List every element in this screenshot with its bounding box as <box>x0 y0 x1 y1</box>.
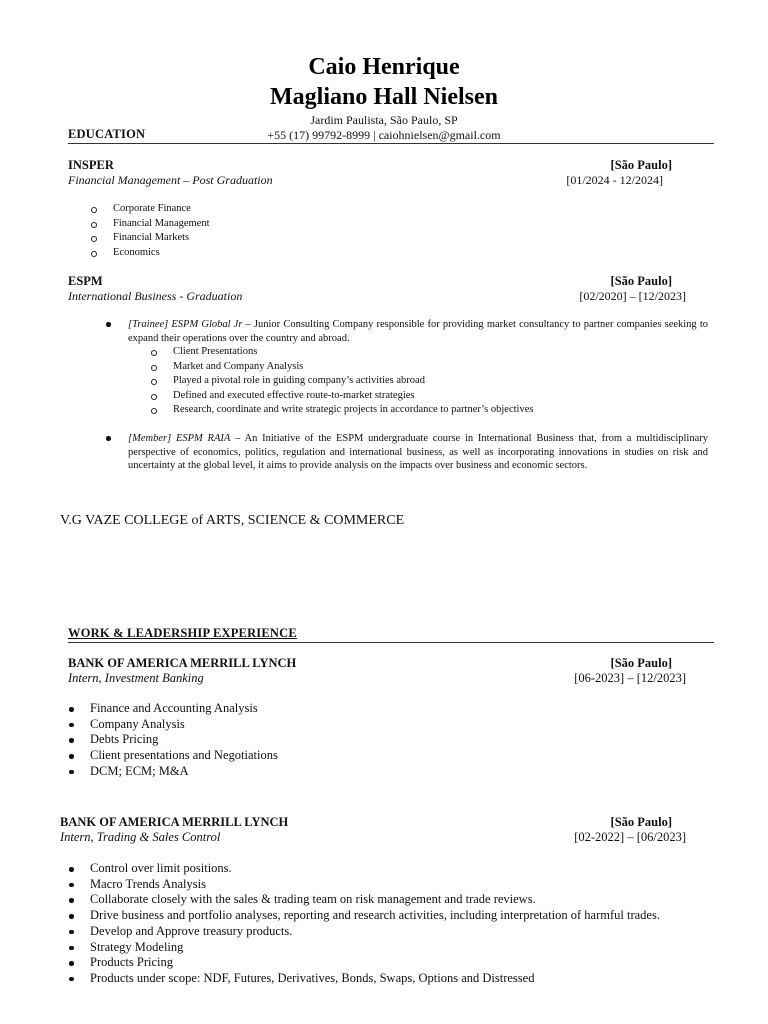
list-item: Develop and Approve treasury products. <box>68 924 660 940</box>
job-1-company: BANK OF AMERICA MERRILL LYNCH <box>68 656 297 670</box>
raia-paragraph <box>128 432 708 473</box>
global-jr-tag: [Trainee] ESPM Global Jr <box>128 319 243 330</box>
list-item: Company Analysis <box>68 717 278 733</box>
list-item: Strategy Modeling <box>68 940 660 956</box>
list-item: Collaborate closely with the sales & trading team on risk management and trade reviews. <box>68 892 660 908</box>
list-item: Products Pricing <box>68 955 660 971</box>
list-item: Drive business and portfolio analyses, reporting and research activities, including interpretation of harmful trades. <box>68 908 660 924</box>
name-line-2: Magliano Hall Nielsen <box>270 84 498 110</box>
raia-text: – An Initiative of the ESPM undergraduate course in International Business that, from a multidisciplinary perspective of economics, politics, regulation and international business, as well as incorporating innovations in studies on risk and uncertainty at the global level, it aims to provide analysis on the impacts over business and economic sectors. <box>128 433 708 472</box>
job-1-list <box>68 701 278 780</box>
espm-dates: [02/2020] – [12/2023] <box>579 289 686 303</box>
list-item: Research, coordinate and write strategic projects in accordance to partner’s objectives <box>151 403 533 418</box>
list-item: DCM; ECM; M&A <box>68 764 278 780</box>
job-2-company: BANK OF AMERICA MERRILL LYNCH <box>60 815 289 829</box>
job-2-list <box>68 861 660 987</box>
list-item: Control over limit positions. <box>68 861 660 877</box>
espm-location: [São Paulo] <box>610 274 672 288</box>
job-2-dates: [02-2022] – [06/2023] <box>574 830 686 844</box>
insper-school: INSPER <box>68 158 114 172</box>
global-jr-list <box>151 345 533 418</box>
raia-tag: [Member] ESPM RAIA <box>128 433 231 444</box>
espm-school: ESPM <box>68 274 103 288</box>
global-jr-paragraph <box>128 318 708 345</box>
address: Jardim Paulista, São Paulo, SP <box>310 113 458 127</box>
job-2-location: [São Paulo] <box>610 815 672 829</box>
insper-course-list <box>91 202 210 260</box>
education-rule <box>68 143 714 144</box>
espm-program: International Business - Graduation <box>68 289 243 303</box>
list-item: Client Presentations <box>151 345 533 360</box>
experience-rule <box>68 642 714 643</box>
list-item: Market and Company Analysis <box>151 360 533 375</box>
bullet-icon <box>106 436 111 441</box>
job-2-role: Intern, Trading & Sales Control <box>60 830 221 844</box>
insper-dates: [01/2024 - 12/2024] <box>566 173 663 187</box>
list-item: Products under scope: NDF, Futures, Derivatives, Bonds, Swaps, Options and Distressed <box>68 971 660 987</box>
list-item: Client presentations and Negotiations <box>68 748 278 764</box>
list-item: Macro Trends Analysis <box>68 877 660 893</box>
name-line-1: Caio Henrique <box>308 54 460 80</box>
job-1-dates: [06-2023] – [12/2023] <box>574 671 686 685</box>
experience-heading: WORK & LEADERSHIP EXPERIENCE <box>68 626 297 640</box>
contact-line: +55 (17) 99792-8999 | caiohnielsen@gmail.com <box>267 128 501 142</box>
global-jr-text: – Junior Consulting Company responsible for providing market consultancy to partner companies seeking to expand their operations over the country and abroad. <box>128 319 708 344</box>
education-heading: EDUCATION <box>68 127 146 141</box>
job-1-role: Intern, Investment Banking <box>68 671 204 685</box>
list-item: Finance and Accounting Analysis <box>68 701 278 717</box>
insper-program: Financial Management – Post Graduation <box>68 173 273 187</box>
bullet-icon <box>106 322 111 327</box>
list-item: Corporate Finance <box>91 202 210 217</box>
job-1-location: [São Paulo] <box>610 656 672 670</box>
list-item: Played a pivotal role in guiding company’s activities abroad <box>151 374 533 389</box>
list-item: Defined and executed effective route-to-market strategies <box>151 389 533 404</box>
list-item: Financial Markets <box>91 231 210 246</box>
college-line: V.G VAZE COLLEGE of ARTS, SCIENCE & COMMERCE <box>60 513 405 528</box>
list-item: Financial Management <box>91 217 210 232</box>
list-item: Debts Pricing <box>68 732 278 748</box>
list-item: Economics <box>91 246 210 261</box>
insper-location: [São Paulo] <box>610 158 672 172</box>
